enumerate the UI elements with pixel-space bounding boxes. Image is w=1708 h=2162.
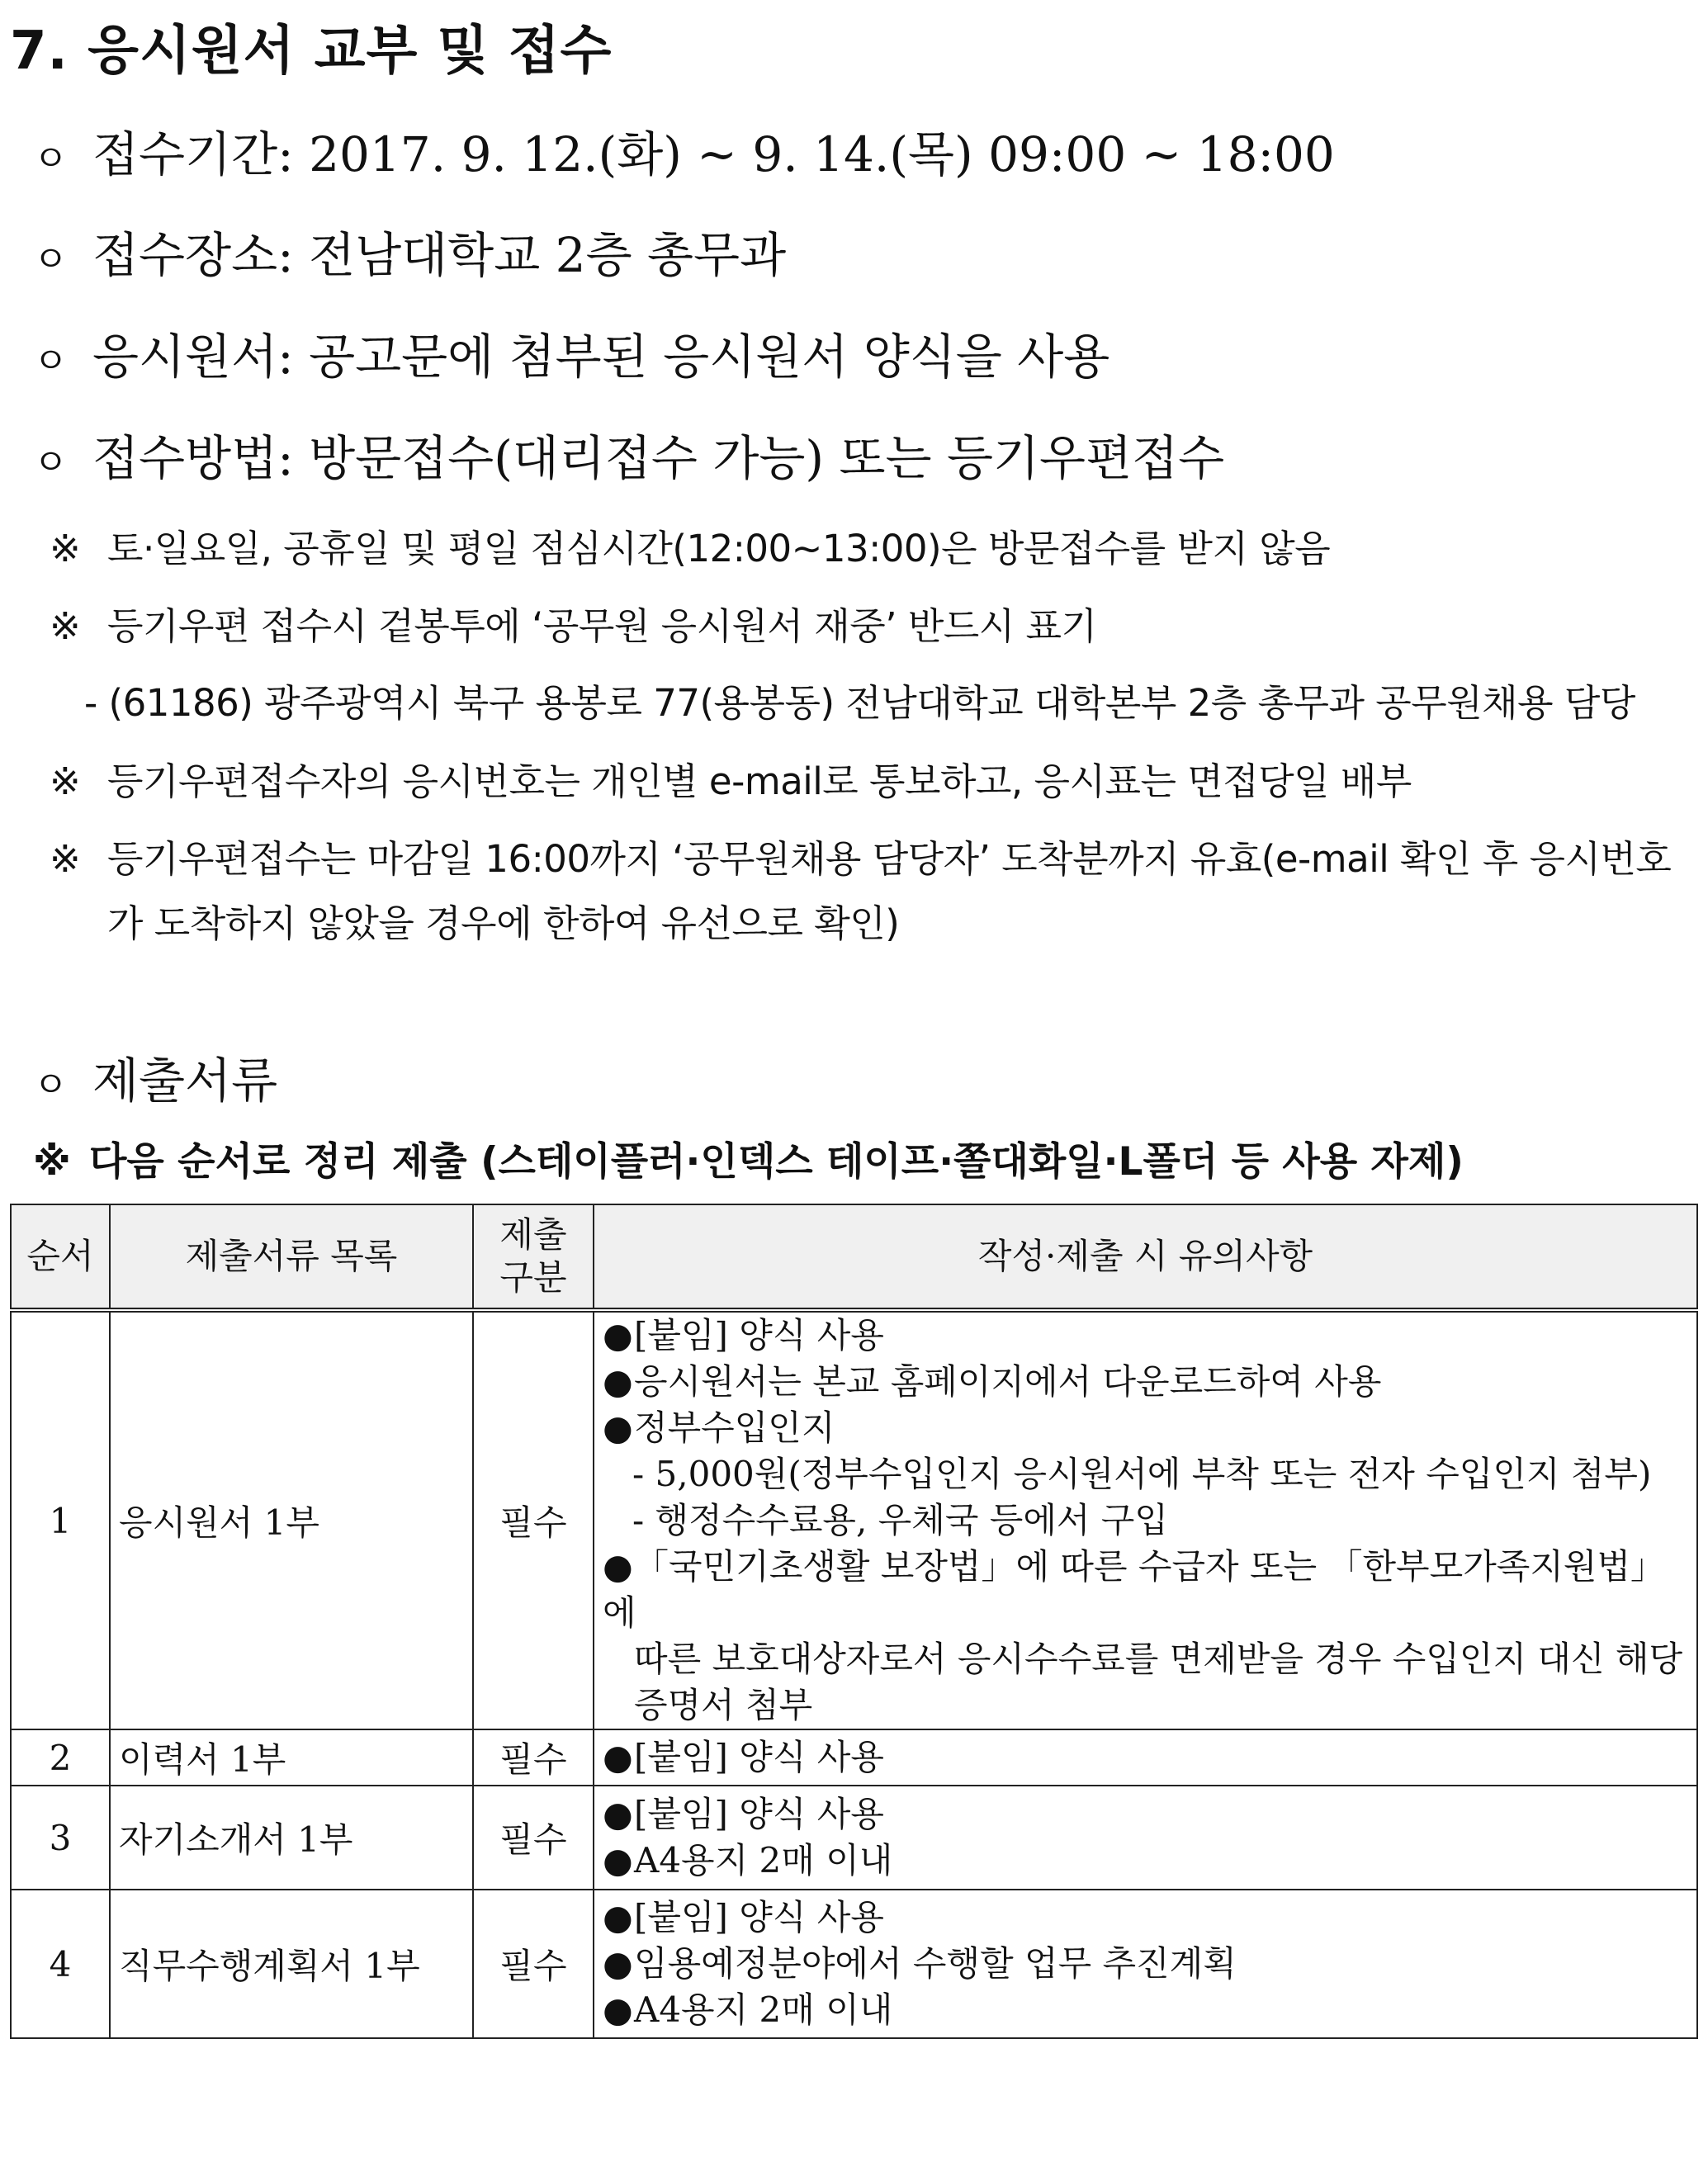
table-row xyxy=(11,1890,1697,2038)
row-notes xyxy=(594,1890,1697,2038)
note-envelope-marking: ※ 등기우편 접수시 겉봉투에 ‘공무원 응시원서 재중’ 반드시 표기 xyxy=(50,604,1097,648)
circle-bullet-icon: ㅇ xyxy=(33,239,69,281)
bullet-icon: ● xyxy=(603,1737,633,1777)
header-submission-type: 제출 구분 xyxy=(473,1204,594,1310)
note-line: ●응시원서는 본교 홈페이지에서 다운로드하여 사용 xyxy=(603,1359,1688,1405)
bullet-icon: ● xyxy=(603,1840,633,1881)
note-line: ●[붙임] 양식 사용 xyxy=(603,1313,1688,1359)
circle-bullet-icon: ㅇ xyxy=(33,340,69,382)
row-notes xyxy=(594,1310,1697,1729)
submission-documents-table xyxy=(10,1204,1698,2039)
header-notes: 작성·제출 시 유의사항 xyxy=(594,1204,1697,1310)
row-document-name: 이력서 1부 xyxy=(110,1729,473,1786)
item-reception-place xyxy=(33,216,786,286)
note-subline: - 5,000원(정부수입인지 응시원서에 부착 또는 전자 수입인지 첨부) xyxy=(632,1454,1652,1494)
table-row xyxy=(11,1729,1697,1786)
item-text: 접수방법: 방문접수(대리접수 가능) 또는 등기우편접수 xyxy=(92,430,1225,486)
row-notes xyxy=(594,1729,1697,1786)
row-type: 필수 xyxy=(473,1786,594,1890)
section-title: 7. 응시원서 교부 및 접수 xyxy=(10,21,613,82)
note-continuation: 증명서 첨부 xyxy=(634,1685,813,1725)
bullet-icon: ● xyxy=(603,1315,633,1355)
item-text: 접수기간: 2017. 9. 12.(화) ~ 9. 14.(목) 09:00 ~ 18:00 xyxy=(92,126,1335,182)
bullet-icon: ● xyxy=(603,1794,633,1834)
row-notes xyxy=(594,1786,1697,1890)
item-text: 접수장소: 전남대학교 2층 총무과 xyxy=(92,227,787,283)
bullet-icon: ● xyxy=(603,1897,633,1937)
row-type: 필수 xyxy=(473,1729,594,1786)
row-order: 4 xyxy=(11,1890,110,2038)
note-subline: - 행정수수료용, 우체국 등에서 구입 xyxy=(632,1500,1168,1540)
bullet-icon: ● xyxy=(603,1943,633,1984)
bullet-icon: ● xyxy=(603,1361,633,1402)
circle-bullet-icon: ㅇ xyxy=(33,442,69,484)
row-order: 3 xyxy=(11,1786,110,1890)
note-line: ●정부수입인지 xyxy=(603,1405,1688,1451)
note-line: ●[붙임] 양식 사용 xyxy=(603,1734,1688,1781)
docs-heading: ㅇ 제출서류 xyxy=(33,1053,278,1109)
item-reception-method xyxy=(33,419,1224,489)
note-line: ●「국민기초생활 보장법」에 따른 수급자 또는 「한부모가족지원법」에 xyxy=(603,1544,1688,1636)
bullet-icon: ● xyxy=(603,1407,633,1448)
note-line: ●임용예정분야에서 수행할 업무 추진계획 xyxy=(603,1941,1688,1987)
reference-mark-icon: ※ xyxy=(50,759,81,803)
table-header-row xyxy=(11,1204,1697,1310)
bullet-icon: ● xyxy=(603,1989,633,2030)
note-line: ●[붙임] 양식 사용 xyxy=(603,1895,1688,1941)
reference-mark-icon: ※ xyxy=(50,837,81,881)
row-document-name: 자기소개서 1부 xyxy=(110,1786,473,1890)
reference-mark-icon: ※ xyxy=(50,527,81,570)
reference-mark-icon: ※ xyxy=(50,604,81,648)
item-application-form xyxy=(33,318,1109,387)
circle-bullet-icon: ㅇ xyxy=(33,1064,69,1106)
note-line: ●[붙임] 양식 사용 xyxy=(603,1791,1688,1838)
item-reception-period xyxy=(33,116,1335,185)
row-type: 필수 xyxy=(473,1310,594,1729)
row-document-name: 직무수행계획서 1부 xyxy=(110,1890,473,2038)
bullet-icon: ● xyxy=(603,1546,633,1587)
note-visit-exception: ※ 토·일요일, 공휴일 및 평일 점심시간(12:00~13:00)은 방문접수를 받지 않음 xyxy=(50,527,1331,570)
row-type: 필수 xyxy=(473,1890,594,2038)
circle-bullet-icon: ㅇ xyxy=(33,138,69,180)
row-document-name: 응시원서 1부 xyxy=(110,1310,473,1729)
header-document-list: 제출서류 목록 xyxy=(110,1204,473,1310)
reference-mark-icon: ※ xyxy=(33,1139,71,1185)
note-continuation: 따른 보호대상자로서 응시수수료를 면제받을 경우 수입인지 대신 해당 xyxy=(634,1639,1683,1679)
note-mail-deadline-cont: 가 도착하지 않았을 경우에 한하여 유선으로 확인) xyxy=(107,901,900,945)
row-order: 1 xyxy=(11,1310,110,1729)
row-order: 2 xyxy=(11,1729,110,1786)
note-mailing-address: - (61186) 광주광역시 북구 용봉로 77(용봉동) 전남대학교 대학본부 2층 총무과 공무원채용 담당 xyxy=(84,681,1635,725)
header-order: 순서 xyxy=(11,1204,110,1310)
note-exam-number: ※ 등기우편접수자의 응시번호는 개인별 e-mail로 통보하고, 응시표는 면접당일 배부 xyxy=(50,759,1412,803)
note-mail-deadline: ※ 등기우편접수는 마감일 16:00까지 ‘공무원채용 담당자’ 도착분까지 유효(e-mail 확인 후 응시번호 xyxy=(50,837,1672,881)
note-line: ●A4용지 2매 이내 xyxy=(603,1838,1688,1884)
docs-instruction: ※ 다음 순서로 정리 제출 (스테이플러·인덱스 테이프·쫄대화일·L폴더 등 사용 자제) xyxy=(33,1139,1464,1185)
table-row xyxy=(11,1786,1697,1890)
item-text: 응시원서: 공고문에 첨부된 응시원서 양식을 사용 xyxy=(92,329,1110,385)
table-row xyxy=(11,1310,1697,1729)
note-line: ●A4용지 2매 이내 xyxy=(603,1987,1688,2033)
